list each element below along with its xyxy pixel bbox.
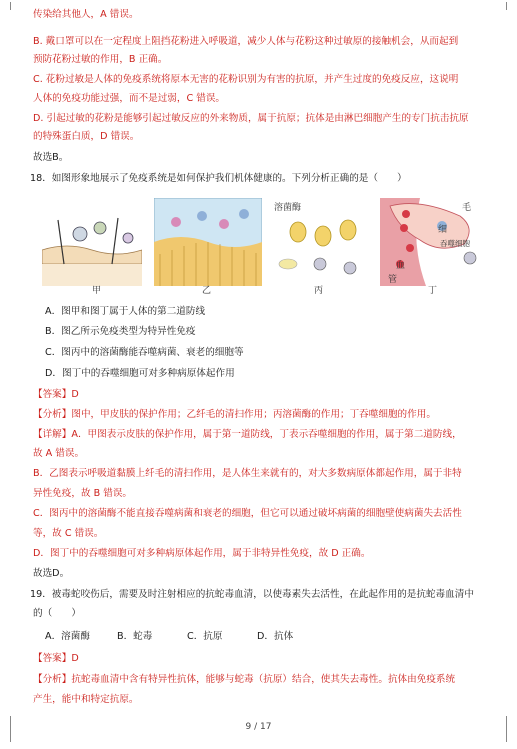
prev-explanation-line: 人体的免疫功能过强，而不是过弱，C 错误。 (33, 93, 226, 104)
q19-option-c: C．抗原 (187, 631, 223, 642)
analysis-tag: 【分析】 (33, 674, 72, 685)
q18-detail (33, 428, 497, 441)
question-19-stem: 19．被毒蛇咬伤后，需要及时注射相应的抗蛇毒血清，以使毒素失去活性，在此起作用的是抗蛇毒血清中 (30, 589, 474, 600)
caption-ding: 丁 (428, 286, 438, 296)
label-phagocyte: 吞噬细胞 (440, 239, 470, 248)
label-blood: 血 (396, 261, 406, 271)
prev-explanation-line: D. 引起过敏的花粉是能够引起过敏反应的外来物质，属于抗原；抗体是由淋巴细胞产生的专门抗击抗原 (33, 113, 469, 124)
label-hair: 毛 (462, 203, 472, 213)
label-cell: 细 (438, 225, 448, 235)
q18-option-c: C．图丙中的溶菌酶能吞噬病菌、衰老的细胞等 (45, 347, 244, 358)
analysis-text: 图中，甲皮肤的保护作用；乙纤毛的清扫作用；丙溶菌酶的作用；丁吞噬细胞的作用。 (71, 409, 436, 420)
prev-explanation-line: 的特殊蛋白质，D 错误。 (33, 131, 140, 142)
crop-mark-top-left (2, 2, 11, 10)
q19-option-b: B．蛇毒 (117, 631, 153, 642)
q18-detail-line: C．图丙中的溶菌酶不能直接吞噬病菌和衰老的细胞，但它可以通过破坏病菌的细胞壁使病菌失去活性 (33, 508, 462, 519)
answer-tag: 【答案】 (33, 389, 72, 400)
analysis-text: 抗蛇毒血清中含有特异性抗体，能够与蛇毒（抗原）结合，使其失去毒性。抗体由免疫系统 (71, 674, 456, 685)
q18-analysis (33, 408, 497, 421)
label-lysozyme: 溶菌酶 (274, 203, 302, 213)
caption-jia: 甲 (92, 286, 102, 296)
question-18-stem: 18．如图形象地展示了免疫系统是如何保护我们机体健康的。下列分析正确的是（ ） (30, 173, 407, 184)
q19-analysis (33, 673, 497, 686)
q19-option-d: D．抗体 (257, 631, 294, 642)
q18-answer (33, 388, 497, 401)
analysis-tag: 【分析】 (33, 409, 72, 420)
detail-tag: 【详解】 (33, 429, 72, 440)
prev-explanation-line: 预防花粉过敏的作用，B 正确。 (33, 54, 168, 65)
q18-detail-line: 等，故 C 错误。 (33, 528, 104, 539)
answer-tag: 【答案】 (33, 653, 72, 664)
prev-explanation-line: 传染给其他人，A 错误。 (33, 9, 139, 20)
question-19-stem-cont: 的（ ） (33, 608, 81, 619)
prev-conclusion: 故选B。 (33, 152, 69, 163)
q18-detail-line: D．图丁中的吞噬细胞可对多种病原体起作用，属于非特异性免疫，故 D 正确。 (33, 548, 371, 559)
caption-yi: 乙 (202, 286, 212, 296)
q19-analysis-line: 产生，能中和特定抗原。 (33, 694, 139, 705)
q18-option-a: A．图甲和图丁属于人体的第二道防线 (45, 306, 206, 317)
q19-answer (33, 652, 497, 665)
figure-panel-skin (42, 198, 142, 286)
detail-text: A．甲图表示皮肤的保护作用，属于第一道防线，丁表示吞噬细胞的作用，属于第二道防线， (71, 429, 462, 440)
q18-option-d: D．图丁中的吞噬细胞可对多种病原体起作用 (45, 368, 235, 379)
prev-explanation-line: B. 戴口罩可以在一定程度上阻挡花粉进入呼吸道，减少人体与花粉这种过敏原的接触机会，从而起到 (33, 36, 459, 47)
q18-option-b: B．图乙所示免疫类型为特异性免疫 (45, 326, 196, 337)
q18-detail-line: 异性免疫，故 B 错误。 (33, 488, 133, 499)
figure-panel-cilia (154, 198, 262, 286)
answer-value: D (71, 389, 79, 400)
prev-explanation-line: C. 花粉过敏是人体的免疫系统将原本无害的花粉识别为有害的抗原，并产生过度的免疫反应，这说明 (33, 74, 459, 85)
page-number: 9 / 17 (245, 722, 272, 732)
q18-detail-line: B．乙图表示呼吸道黏膜上纤毛的清扫作用，是人体生来就有的，对大多数病原体都起作用，属于非特 (33, 468, 462, 479)
caption-bing: 丙 (314, 286, 324, 296)
label-vessel: 管 (388, 275, 398, 285)
answer-value: D (71, 653, 79, 664)
crop-mark-top-right (506, 2, 515, 10)
immune-figure (42, 198, 490, 296)
q18-conclusion: 故选D。 (33, 568, 70, 579)
q19-option-a: A．溶菌酶 (45, 631, 90, 642)
q18-detail-line: 故 A 错误。 (33, 448, 85, 459)
